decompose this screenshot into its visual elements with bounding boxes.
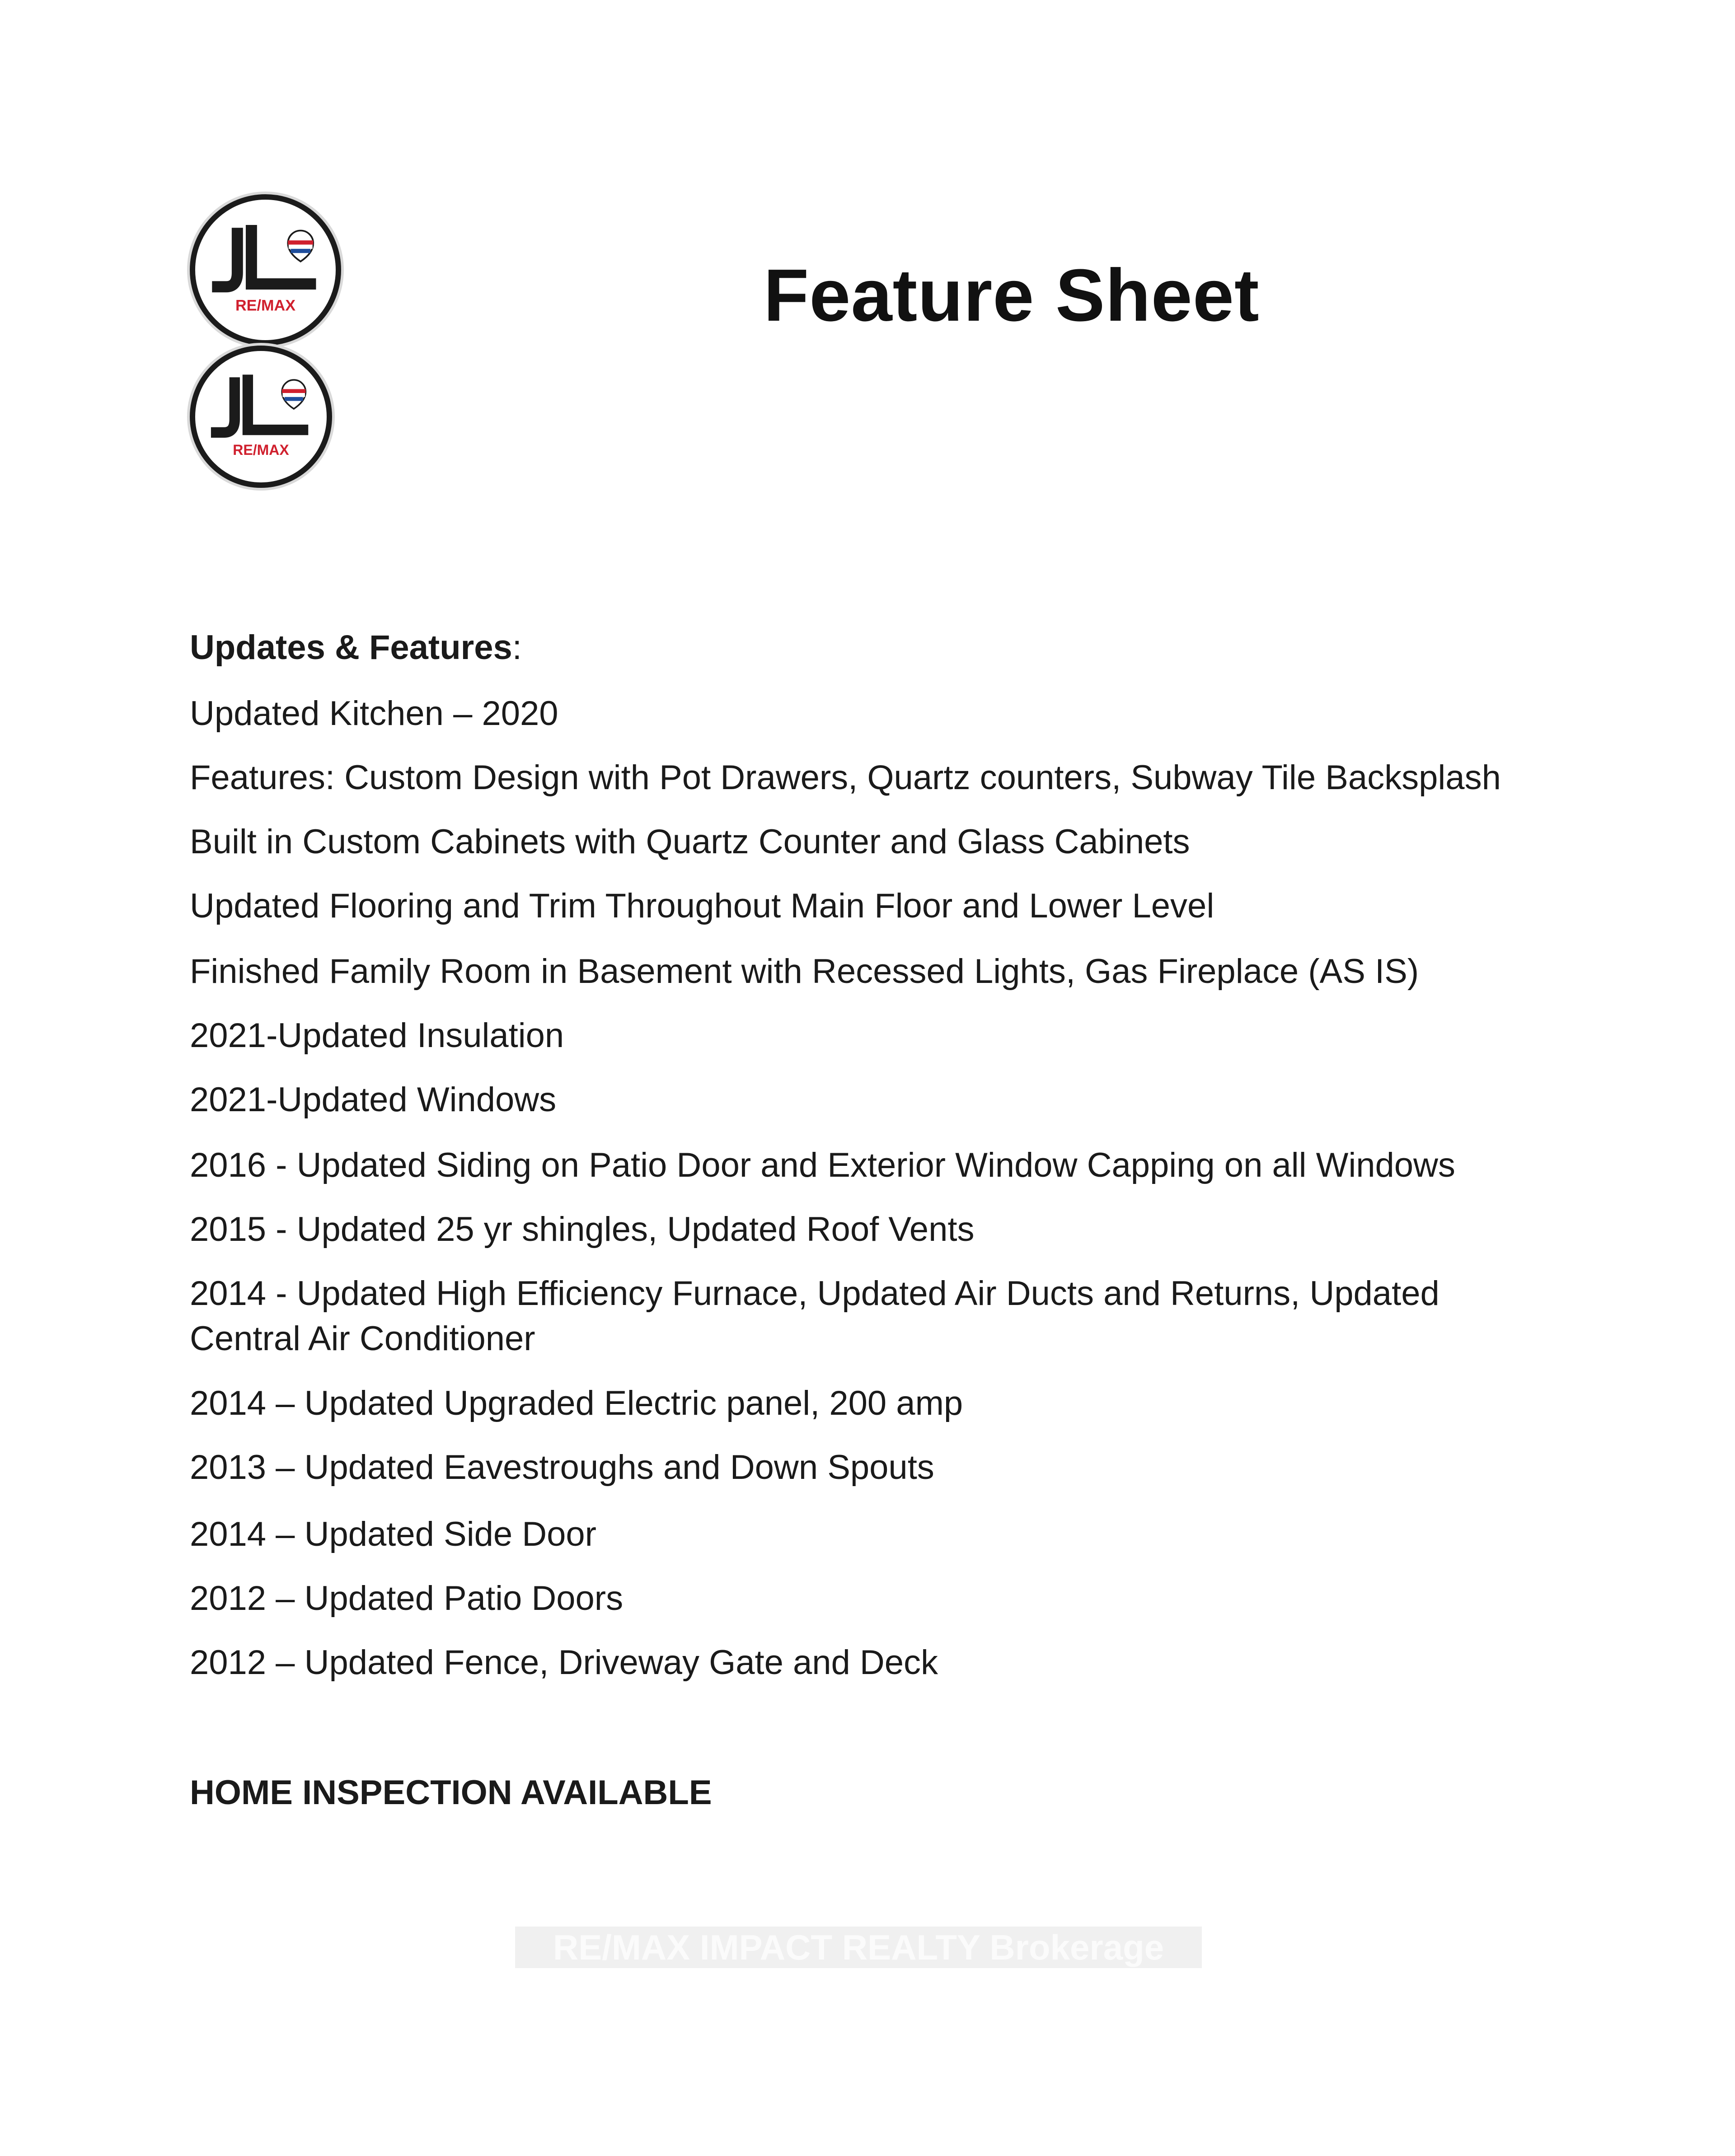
page-title: Feature Sheet <box>764 254 1260 337</box>
feature-item: 2014 – Updated Upgraded Electric panel, 200 amp <box>190 1384 963 1422</box>
feature-item: Features: Custom Design with Pot Drawers, Quartz counters, Subway Tile Backsplash <box>190 758 1501 797</box>
feature-item: 2013 – Updated Eavestroughs and Down Spouts <box>190 1448 934 1487</box>
jl-remax-logo-graphic <box>195 200 336 340</box>
feature-item: 2012 – Updated Patio Doors <box>190 1579 624 1618</box>
section-heading <box>190 628 522 667</box>
home-inspection-note: HOME INSPECTION AVAILABLE <box>190 1773 712 1812</box>
feature-item: Updated Kitchen – 2020 <box>190 694 558 733</box>
brokerage-watermark: RE/MAX IMPACT REALTY Brokerage <box>515 1927 1202 1968</box>
feature-item: Finished Family Room in Basement with Recessed Lights, Gas Fireplace (AS IS) <box>190 952 1419 991</box>
jl-remax-logo-icon <box>190 346 332 488</box>
feature-item: 2014 - Updated High Efficiency Furnace, Updated Air Ducts and Returns, Updated Central Air Conditioner <box>190 1274 1440 1358</box>
brand-text: RE/MAX <box>233 441 289 458</box>
brand-text: RE/MAX <box>235 297 296 314</box>
feature-item: 2021-Updated Insulation <box>190 1016 564 1055</box>
feature-item: 2016 - Updated Siding on Patio Door and Exterior Window Capping on all Windows <box>190 1146 1455 1184</box>
feature-item: Updated Flooring and Trim Throughout Main Floor and Lower Level <box>190 887 1214 925</box>
feature-item: 2015 - Updated 25 yr shingles, Updated Roof Vents <box>190 1210 975 1249</box>
section-heading-colon: : <box>512 628 522 667</box>
jl-remax-logo-graphic <box>195 351 327 482</box>
section-heading-text: Updates & Features <box>190 628 512 667</box>
jl-remax-logo-icon <box>190 194 341 346</box>
feature-item: 2012 – Updated Fence, Driveway Gate and Deck <box>190 1643 938 1682</box>
feature-item: 2021-Updated Windows <box>190 1080 557 1119</box>
feature-item: Built in Custom Cabinets with Quartz Counter and Glass Cabinets <box>190 823 1190 861</box>
feature-item: 2014 – Updated Side Door <box>190 1515 596 1553</box>
